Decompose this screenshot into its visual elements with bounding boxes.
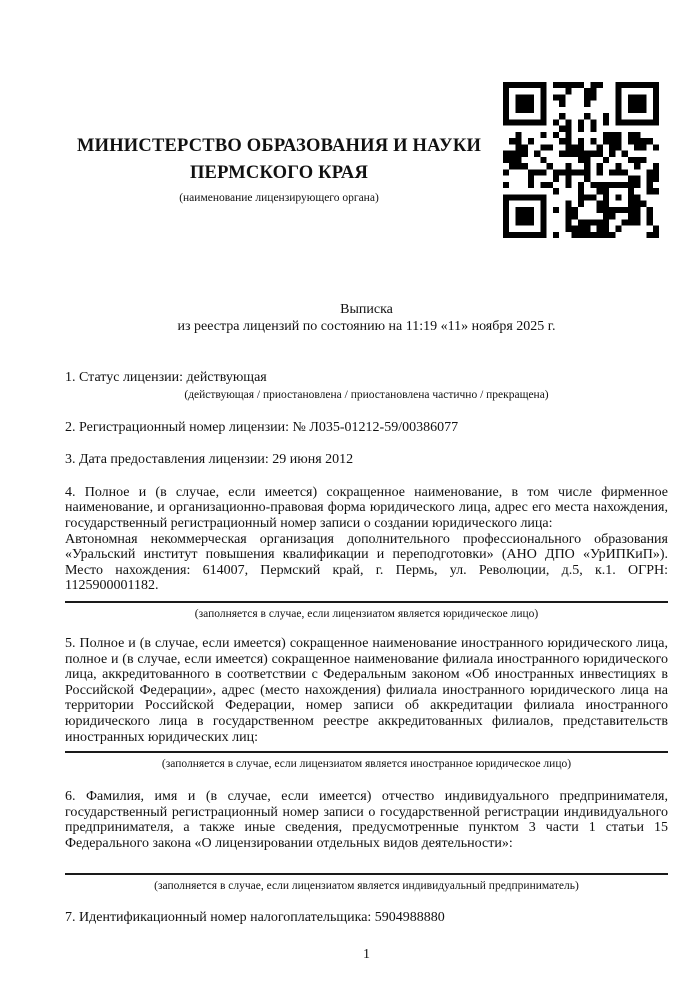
- item-4-legal-entity-value: Автономная некоммерческая организация дополнительного профессионального образования «Уральский институт повышения квалификации и переподготовки» (АНО ДПО «УрИПКиП»). Место нахождения: 614007, Пермский край, г. Пермь, ул. Революции, д.5, к.1. ОГРН: 1125900001182.: [65, 531, 668, 594]
- item-2-registration-number: [65, 420, 668, 436]
- licensing-authority-header: [65, 0, 493, 205]
- item-3-label: 3. Дата предоставления лицензии:: [65, 452, 269, 468]
- item-1-license-status: [65, 370, 668, 386]
- fill-in-rule-individual-entrepreneur: [65, 873, 668, 875]
- document-title-line2: из реестра лицензий по состоянию на 11:19 «11» ноября 2025 г.: [177, 318, 556, 334]
- fill-in-rule-foreign-entity: [65, 751, 668, 753]
- document-title-line1: Выписка: [340, 302, 393, 317]
- document-content: [65, 0, 668, 963]
- item-1-caption: (действующая / приостановлена / приостановлена частично / прекращена): [184, 388, 549, 401]
- item-4-legal-entity-heading: 4. Полное и (в случае, если имеется) сокращенное наименование, в том числе фирменное наименование, и организационно-правовая форма юридического лица, адрес его места нахождения, государственный регистрационный номер записи о создании юридического лица:: [65, 484, 668, 531]
- item-3-license-grant-date: [65, 452, 668, 468]
- item-3-value: 29 июня 2012: [272, 452, 354, 468]
- item-7-taxpayer-id: [65, 910, 668, 926]
- item-1-value: действующая: [186, 370, 267, 385]
- item-2-value: № Л035-01212-59/00386077: [292, 419, 459, 435]
- item-7-value: 5904988880: [374, 910, 445, 926]
- item-5-caption: (заполняется в случае, если лицензиатом является иностранное юридическое лицо): [161, 758, 572, 771]
- item-6-caption: (заполняется в случае, если лицензиатом является индивидуальный предприниматель): [154, 880, 579, 893]
- ministry-name-line1: МИНИСТЕРСТВО ОБРАЗОВАНИЯ И НАУКИ: [76, 136, 482, 156]
- item-6-individual-entrepreneur-heading: 6. Фамилия, имя и (в случае, если имеется) отчество индивидуального предпринимателя, государственный регистрационный номер записи о государственной регистрации индивидуального предпринимателя, а также иные сведения, предусмотренные пунктом 3 части 1 статьи 15 Федерального закона «О лицензировании отдельных видов деятельности»:: [65, 789, 668, 851]
- page-number: 1: [363, 947, 370, 963]
- item-4-caption: (заполняется в случае, если лицензиатом является юридическое лицо): [194, 607, 539, 620]
- ministry-name-line2: ПЕРМСКОГО КРАЯ: [189, 163, 369, 183]
- ministry-caption: (наименование лицензирующего органа): [179, 192, 379, 204]
- document-title: [65, 302, 668, 335]
- item-7-label: 7. Идентификационный номер налогоплательщика:: [65, 910, 372, 926]
- fill-in-rule-legal-entity: [65, 601, 668, 603]
- item-5-foreign-entity-heading: 5. Полное и (в случае, если имеется) сокращенное наименование иностранного юридического лица, полное и (в случае, если имеется) сокращенное наименование филиала иностранного юридического лица, аккредитованного в соответствии с Федеральным законом «Об иностранных инвестициях в Российской Федерации», адрес (место нахождения) филиала иностранного юридического лица на территории Российской Федерации, номер записи об аккредитации филиала иностранного юридического лица в государственном реестре аккредитованных филиалов, представительств иностранных юридических лиц:: [65, 635, 668, 745]
- item-2-label: 2. Регистрационный номер лицензии:: [65, 419, 290, 435]
- item-1-label: 1. Статус лицензии:: [65, 370, 184, 385]
